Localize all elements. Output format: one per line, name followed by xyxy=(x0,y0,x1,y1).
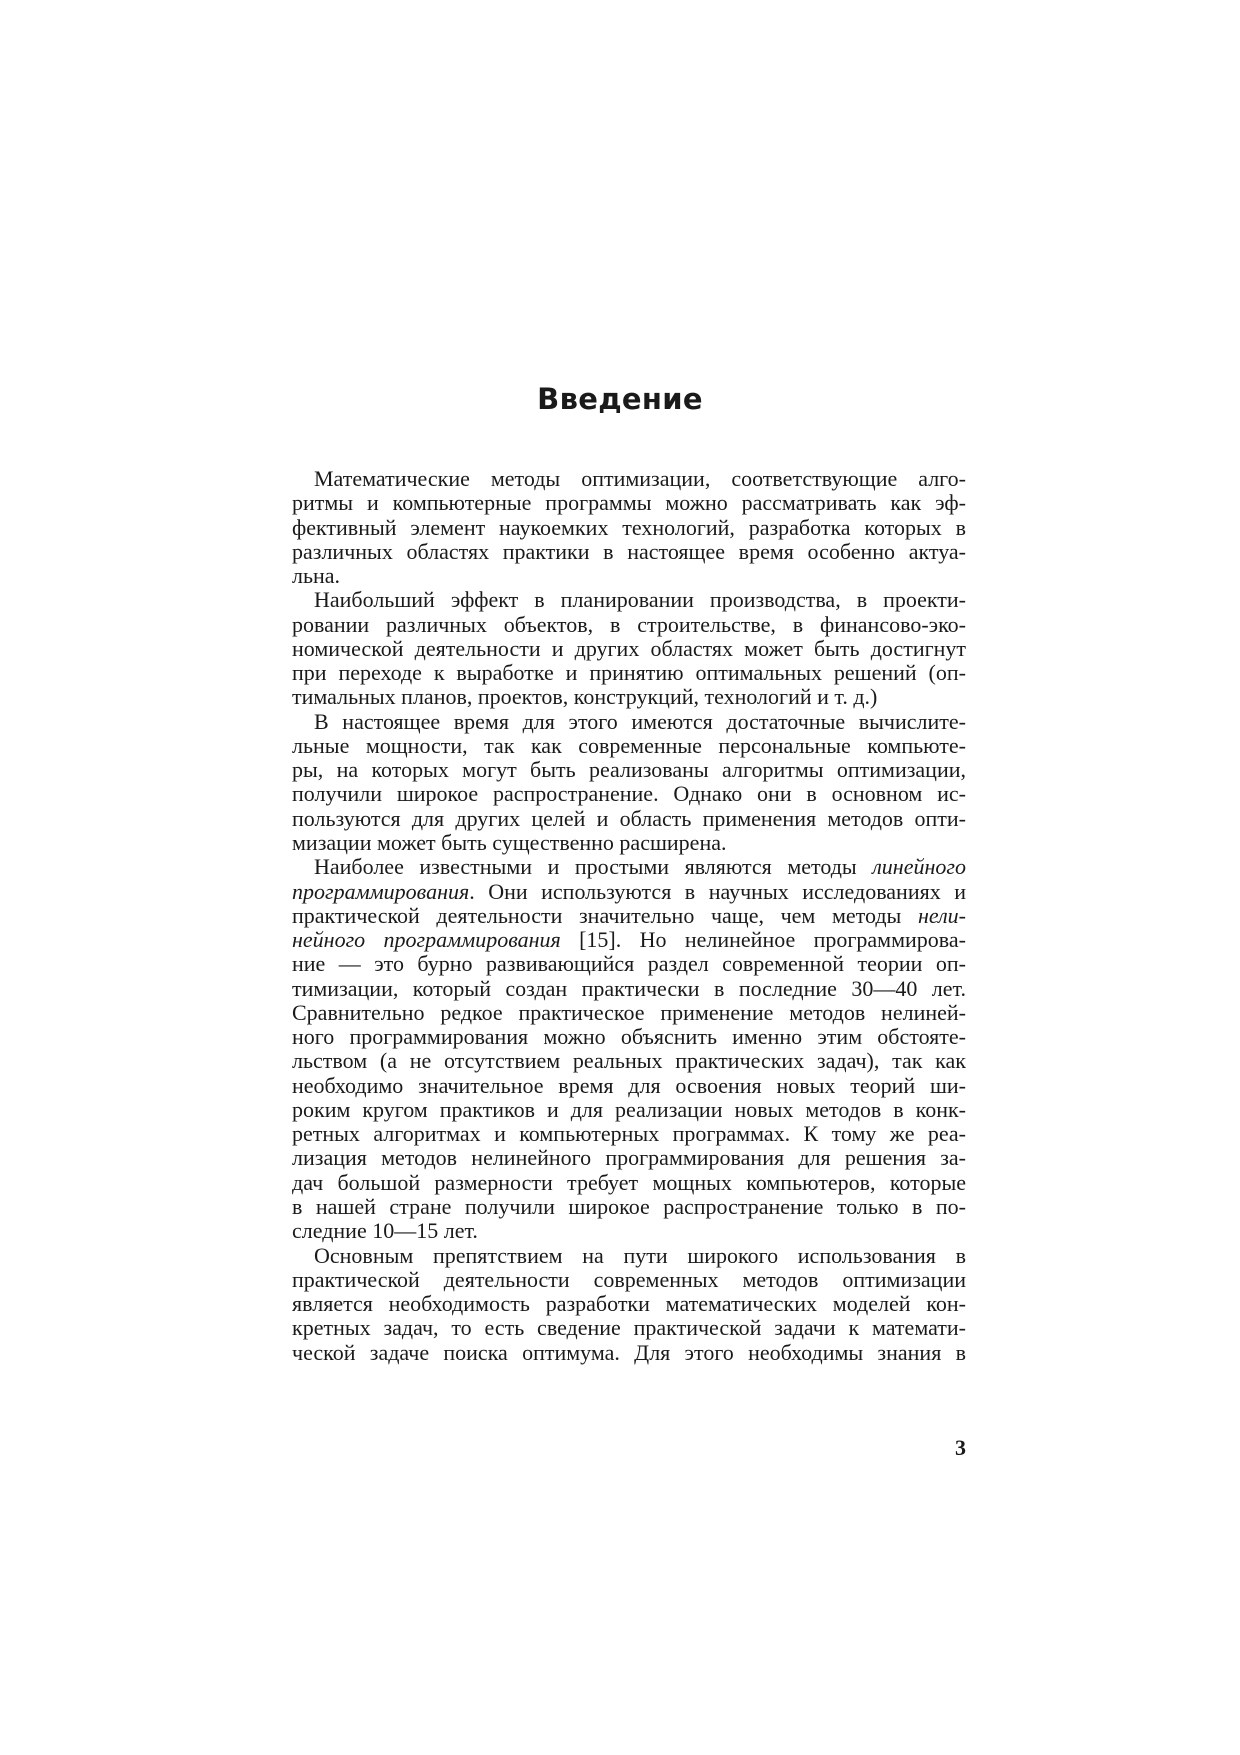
text-line: фективный элемент наукоемких технологий, разработка которых в xyxy=(292,514,966,540)
text-line: ние — это бурно развивающийся раздел современной теории оп- xyxy=(292,951,966,977)
text-line: ры, на которых могут быть реализованы алгоритмы оптимизации, xyxy=(292,757,966,783)
text-line: является необходимость разработки математических моделей кон- xyxy=(292,1291,966,1317)
chapter-heading: Введение xyxy=(537,382,703,416)
text-line: ретных алгоритмах и компьютерных программах. К тому же реа- xyxy=(292,1121,966,1147)
text-line: практической деятельности современных методов оптимизации xyxy=(292,1266,966,1292)
text-line: Основным препятствием на пути широкого использования в xyxy=(314,1242,966,1268)
text-line: ритмы и компьютерные программы можно рассматривать как эф- xyxy=(292,490,966,516)
text-line: получили широкое распространение. Однако они в основном ис- xyxy=(292,781,966,807)
text-line: роким кругом практиков и для реализации новых методов в конк- xyxy=(292,1096,966,1122)
text-run: практической деятельности значительно чаще, чем методы xyxy=(292,902,918,928)
text-line: Наибольший эффект в планировании производства, в проекти- xyxy=(314,587,966,613)
text-run: Наиболее известными и простыми являются методы xyxy=(314,854,873,880)
text-line: мизации может быть существенно расширена. xyxy=(292,829,727,855)
body-text xyxy=(292,467,966,1365)
text-run: [15]. Но нелинейное программирова- xyxy=(560,927,966,953)
text-line: ного программирования можно объяснить именно этим обстояте- xyxy=(292,1024,966,1050)
text-line: ческой задаче поиска оптимума. Для этого необходимы знания в xyxy=(292,1339,966,1365)
text-line: лизация методов нелинейного программирования для решения за- xyxy=(292,1145,966,1171)
text-line xyxy=(292,904,966,928)
emphasis-term: нейного программирования xyxy=(292,927,561,953)
emphasis-term: программирования xyxy=(292,878,470,904)
text-line: кретных задач, то есть сведение практической задачи к математи- xyxy=(292,1315,966,1341)
text-line: Сравнительно редкое практическое применение методов нелиней- xyxy=(292,999,966,1025)
page-number: 3 xyxy=(955,1435,966,1460)
text-line: В настоящее время для этого имеются достаточные вычислите- xyxy=(314,708,966,734)
text-line: пользуются для других целей и область применения методов опти- xyxy=(292,805,966,831)
text-line xyxy=(292,855,966,879)
text-line: номической деятельности и других областях может быть достигнут xyxy=(292,635,966,661)
text-line xyxy=(292,880,966,904)
emphasis-term: нели- xyxy=(917,902,966,928)
text-line: льством (а не отсутствием реальных практических задач), так как xyxy=(292,1048,966,1074)
text-line xyxy=(292,928,966,952)
text-line: тимизации, который создан практически в последние 30—40 лет. xyxy=(292,975,966,1001)
text-line: Математические методы оптимизации, соответствующие алго- xyxy=(314,466,966,491)
text-line: следние 10—15 лет. xyxy=(292,1218,478,1244)
text-line: тимальных планов, проектов, конструкций, технологий и т. д.) xyxy=(292,684,878,710)
emphasis-term: линейного xyxy=(872,854,966,880)
text-line: в нашей стране получили широкое распространение только в по- xyxy=(292,1193,966,1219)
text-line: при переходе к выработке и принятию оптимальных решений (оп- xyxy=(292,660,966,686)
text-line: ровании различных объектов, в строительстве, в финансово-эко- xyxy=(292,611,966,637)
text-line: различных областях практики в настоящее время особенно актуа- xyxy=(292,538,966,564)
text-run: . Они используются в научных исследованиях и xyxy=(469,878,966,904)
text-line: льные мощности, так как современные персональные компьюте- xyxy=(292,732,966,758)
text-line: дач большой размерности требует мощных компьютеров, которые xyxy=(292,1169,966,1195)
text-line: льна. xyxy=(292,563,341,589)
text-line: необходимо значительное время для освоения новых теорий ши- xyxy=(292,1072,966,1098)
